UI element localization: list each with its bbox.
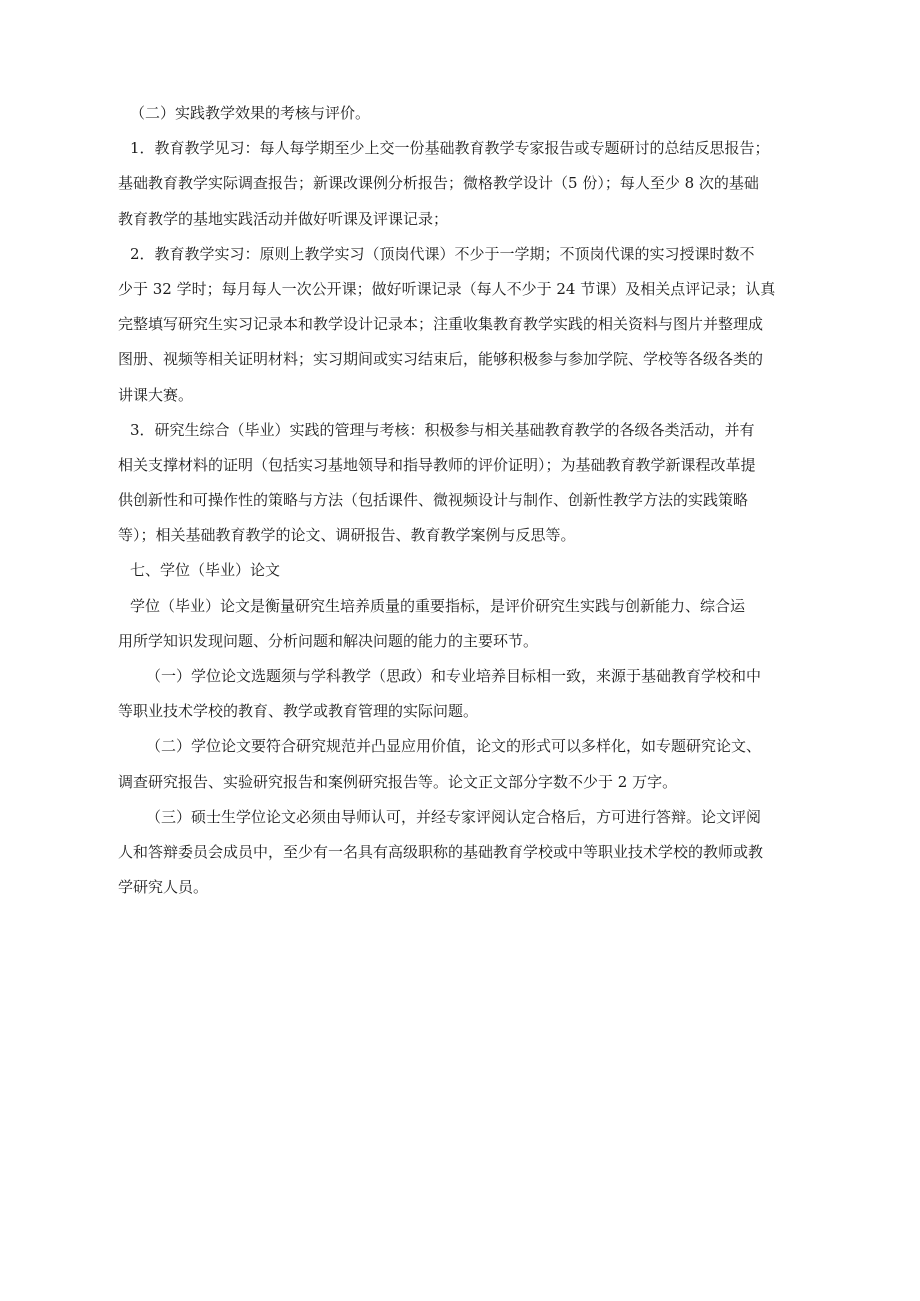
item-3-line-1: 3．研究生综合（毕业）实践的管理与考核：积极参与相关基础教育教学的各级各类活动，并有 bbox=[130, 420, 755, 439]
item-2-line-4: 图册、视频等相关证明材料；实习期间或实习结束后，能够积极参与参加学院、学校等各级各类的 bbox=[118, 350, 764, 369]
thesis-point-2-line-2: 调查研究报告、实验研究报告和案例研究报告等。论文正文部分字数不少于 2 万字。 bbox=[118, 772, 678, 791]
practice-evaluation-heading: （二）实践教学效果的考核与评价。 bbox=[130, 104, 371, 122]
thesis-point-2-line-1: （二）学位论文要符合研究规范并凸显应用价值，论文的形式可以多样化，如专题研究论文、 bbox=[146, 737, 762, 756]
item-2-line-3: 完整填写研究生实习记录本和教学设计记录本；注重收集教育教学实践的相关资料与图片并整理成 bbox=[118, 315, 764, 334]
document-page bbox=[118, 96, 834, 905]
section-7-heading: 七、学位（毕业）论文 bbox=[130, 561, 281, 580]
item-1-line-1: 1．教育教学见习：每人每学期至少上交一份基础教育教学专家报告或专题研讨的总结反思报告； bbox=[130, 139, 770, 158]
thesis-point-3-line-2: 人和答辩委员会成员中，至少有一名具有高级职称的基础教育学校或中等职业技术学校的教师或教 bbox=[118, 842, 764, 861]
item-1-line-2: 基础教育教学实际调查报告；新课改课例分析报告；微格教学设计（5 份）；每人至少 8 次的基础 bbox=[118, 174, 759, 193]
thesis-point-3-line-3: 学研究人员。 bbox=[118, 878, 209, 897]
thesis-intro-line-2: 用所学知识发现问题、分析问题和解决问题的能力的主要环节。 bbox=[118, 631, 539, 650]
item-2-line-2: 少于 32 学时；每月每人一次公开课；做好听课记录（每人不少于 24 节课）及相关点评记录；认真 bbox=[118, 279, 776, 298]
item-2-line-1: 2．教育教学实习：原则上教学实习（顶岗代课）不少于一学期；不顶岗代课的实习授课时数不 bbox=[130, 244, 755, 263]
item-1-line-3: 教育教学的基地实践活动并做好听课及评课记录； bbox=[118, 209, 449, 228]
item-3-line-3: 供创新性和可操作性的策略与方法（包括课件、微视频设计与制作、创新性教学方法的实践策略 bbox=[118, 491, 749, 510]
item-3-line-2: 相关支撑材料的证明（包括实习基地领导和指导教师的评价证明）；为基础教育教学新课程改革提 bbox=[118, 455, 756, 474]
thesis-point-1-line-1: （一）学位论文选题须与学科教学（思政）和专业培养目标相一致，来源于基础教育学校和中 bbox=[146, 667, 762, 685]
thesis-intro-line-1: 学位（毕业）论文是衡量研究生培养质量的重要指标，是评价研究生实践与创新能力、综合运 bbox=[130, 596, 746, 615]
item-3-line-4: 等）；相关基础教育教学的论文、调研报告、教育教学案例与反思等。 bbox=[118, 526, 576, 545]
thesis-point-3-line-1: （三）硕士生学位论文必须由导师认可，并经专家评阅认定合格后，方可进行答辩。论文评阅 bbox=[146, 807, 762, 826]
thesis-point-1-line-2: 等职业技术学校的教育、教学或教育管理的实际问题。 bbox=[118, 702, 479, 721]
item-2-line-5: 讲课大赛。 bbox=[118, 385, 194, 404]
